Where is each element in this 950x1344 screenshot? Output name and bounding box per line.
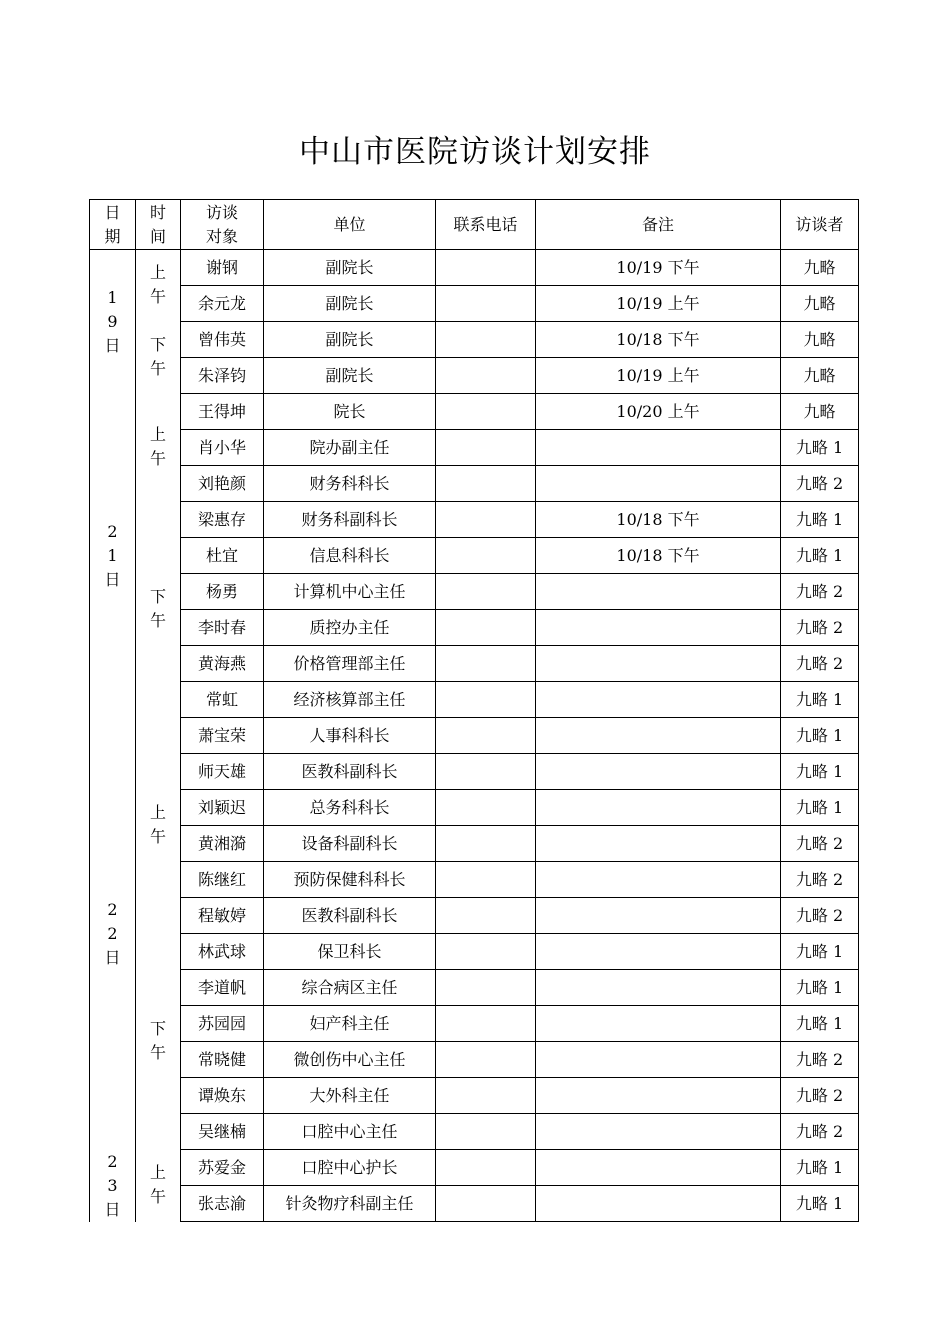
- subject-name-cell: 杨勇: [181, 574, 264, 610]
- interviewer-cell: 九略: [781, 394, 859, 430]
- phone-cell: [436, 1078, 536, 1114]
- period-cell: [136, 1150, 181, 1222]
- note-cell: [536, 826, 781, 862]
- phone-cell: [436, 322, 536, 358]
- note-cell: [536, 754, 781, 790]
- period-label: 下午: [149, 587, 166, 630]
- subject-name-cell: 程敏婷: [181, 898, 264, 934]
- date-cell: [90, 394, 136, 718]
- interviewer-cell: 九略 1: [781, 1006, 859, 1042]
- table-row: [90, 970, 859, 1006]
- note-cell: 10/18 下午: [536, 502, 781, 538]
- note-cell: [536, 1006, 781, 1042]
- unit-cell: 微创伤中心主任: [264, 1042, 436, 1078]
- phone-cell: [436, 718, 536, 754]
- interviewer-cell: 九略 2: [781, 1042, 859, 1078]
- note-cell: [536, 574, 781, 610]
- unit-cell: 副院长: [264, 322, 436, 358]
- interviewer-cell: 九略 1: [781, 538, 859, 574]
- interviewer-cell: 九略 2: [781, 1078, 859, 1114]
- unit-cell: 预防保健科科长: [264, 862, 436, 898]
- note-cell: [536, 862, 781, 898]
- note-cell: 10/20 上午: [536, 394, 781, 430]
- period-label: 下午: [149, 1019, 166, 1062]
- interviewer-cell: 九略 1: [781, 502, 859, 538]
- phone-cell: [436, 394, 536, 430]
- table-row: [90, 1186, 859, 1222]
- interviewer-cell: 九略 2: [781, 610, 859, 646]
- table-row: [90, 1042, 859, 1078]
- interviewer-cell: 九略: [781, 250, 859, 286]
- note-cell: [536, 610, 781, 646]
- period-label: 上午: [149, 1163, 166, 1206]
- period-label: 上午: [149, 263, 166, 307]
- table-row: [90, 1150, 859, 1186]
- note-cell: 10/19 上午: [536, 286, 781, 322]
- unit-cell: 副院长: [264, 286, 436, 322]
- header-unit: 单位: [264, 200, 436, 250]
- phone-cell: [436, 970, 536, 1006]
- table-row: [90, 826, 859, 862]
- date-label: 21日: [104, 521, 121, 589]
- page-title: 中山市医院访谈计划安排: [299, 134, 651, 170]
- table-row: [90, 394, 859, 430]
- date-cell: [90, 250, 136, 394]
- unit-cell: 副院长: [264, 250, 436, 286]
- phone-cell: [436, 862, 536, 898]
- unit-cell: 针灸物疗科副主任: [264, 1186, 436, 1222]
- subject-name-cell: 常虹: [181, 682, 264, 718]
- period-cell: [136, 718, 181, 934]
- period-label: 上午: [149, 425, 166, 468]
- phone-cell: [436, 430, 536, 466]
- date-label: 22日: [104, 899, 121, 967]
- subject-name-cell: 刘艳颜: [181, 466, 264, 502]
- note-cell: [536, 682, 781, 718]
- phone-cell: [436, 1186, 536, 1222]
- subject-name-cell: 萧宝荣: [181, 718, 264, 754]
- date-cell: [90, 1150, 136, 1222]
- note-cell: [536, 1042, 781, 1078]
- table-row: [90, 358, 859, 394]
- phone-cell: [436, 646, 536, 682]
- subject-name-cell: 刘颖迟: [181, 790, 264, 826]
- table-row: [90, 934, 859, 970]
- phone-cell: [436, 538, 536, 574]
- note-cell: [536, 934, 781, 970]
- note-cell: [536, 790, 781, 826]
- table-row: [90, 286, 859, 322]
- interviewer-cell: 九略 2: [781, 466, 859, 502]
- subject-name-cell: 梁惠存: [181, 502, 264, 538]
- table-row: [90, 646, 859, 682]
- subject-name-cell: 苏园园: [181, 1006, 264, 1042]
- table-row: [90, 466, 859, 502]
- unit-cell: 财务科科长: [264, 466, 436, 502]
- unit-cell: 设备科副科长: [264, 826, 436, 862]
- note-cell: [536, 970, 781, 1006]
- unit-cell: 价格管理部主任: [264, 646, 436, 682]
- table-row: [90, 1114, 859, 1150]
- period-cell: [136, 250, 181, 322]
- table-row: [90, 1006, 859, 1042]
- period-cell: [136, 322, 181, 394]
- unit-cell: 口腔中心主任: [264, 1114, 436, 1150]
- unit-cell: 大外科主任: [264, 1078, 436, 1114]
- subject-name-cell: 谢钢: [181, 250, 264, 286]
- period-label: 下午: [149, 335, 166, 378]
- subject-name-cell: 苏爱金: [181, 1150, 264, 1186]
- subject-name-cell: 余元龙: [181, 286, 264, 322]
- header-date: 日期: [90, 200, 136, 250]
- note-cell: [536, 1150, 781, 1186]
- subject-name-cell: 黄湘漪: [181, 826, 264, 862]
- table-row: [90, 250, 859, 286]
- unit-cell: 计算机中心主任: [264, 574, 436, 610]
- interviewer-cell: 九略 2: [781, 574, 859, 610]
- table-row: [90, 538, 859, 574]
- date-label: 19日: [104, 287, 121, 355]
- interviewer-cell: 九略 1: [781, 934, 859, 970]
- interviewer-cell: 九略 2: [781, 826, 859, 862]
- unit-cell: 质控办主任: [264, 610, 436, 646]
- subject-name-cell: 肖小华: [181, 430, 264, 466]
- phone-cell: [436, 1006, 536, 1042]
- subject-name-cell: 朱泽钧: [181, 358, 264, 394]
- unit-cell: 副院长: [264, 358, 436, 394]
- phone-cell: [436, 466, 536, 502]
- header-subject: 访谈对象: [181, 200, 264, 250]
- interviewer-cell: 九略 2: [781, 646, 859, 682]
- interviewer-cell: 九略 1: [781, 970, 859, 1006]
- header-time: 时间: [136, 200, 181, 250]
- interviewer-cell: 九略 1: [781, 790, 859, 826]
- note-cell: 10/19 上午: [536, 358, 781, 394]
- note-cell: [536, 646, 781, 682]
- header-row: [90, 200, 859, 250]
- note-cell: 10/19 下午: [536, 250, 781, 286]
- phone-cell: [436, 250, 536, 286]
- table-row: [90, 682, 859, 718]
- period-cell: [136, 934, 181, 1150]
- table-row: [90, 1078, 859, 1114]
- date-label: 23日: [104, 1151, 121, 1219]
- note-cell: [536, 1078, 781, 1114]
- period-cell: [136, 394, 181, 502]
- table-row: [90, 322, 859, 358]
- phone-cell: [436, 934, 536, 970]
- unit-cell: 经济核算部主任: [264, 682, 436, 718]
- period-label: 上午: [149, 803, 166, 846]
- phone-cell: [436, 1150, 536, 1186]
- table-row: [90, 898, 859, 934]
- note-cell: [536, 1186, 781, 1222]
- unit-cell: 院长: [264, 394, 436, 430]
- note-cell: [536, 718, 781, 754]
- table-row: [90, 718, 859, 754]
- interviewer-cell: 九略: [781, 286, 859, 322]
- unit-cell: 总务科科长: [264, 790, 436, 826]
- table-row: [90, 430, 859, 466]
- subject-name-cell: 李时春: [181, 610, 264, 646]
- interviewer-cell: 九略: [781, 358, 859, 394]
- subject-name-cell: 黄海燕: [181, 646, 264, 682]
- phone-cell: [436, 826, 536, 862]
- interviewer-cell: 九略 2: [781, 898, 859, 934]
- note-cell: [536, 466, 781, 502]
- phone-cell: [436, 358, 536, 394]
- interviewer-cell: 九略 1: [781, 682, 859, 718]
- unit-cell: 妇产科主任: [264, 1006, 436, 1042]
- header-note: 备注: [536, 200, 781, 250]
- subject-name-cell: 杜宜: [181, 538, 264, 574]
- note-cell: 10/18 下午: [536, 538, 781, 574]
- subject-name-cell: 陈继红: [181, 862, 264, 898]
- note-cell: [536, 1114, 781, 1150]
- table-row: [90, 754, 859, 790]
- unit-cell: 综合病区主任: [264, 970, 436, 1006]
- subject-name-cell: 谭焕东: [181, 1078, 264, 1114]
- note-cell: [536, 430, 781, 466]
- phone-cell: [436, 286, 536, 322]
- subject-name-cell: 曾伟英: [181, 322, 264, 358]
- unit-cell: 院办副主任: [264, 430, 436, 466]
- table-row: [90, 790, 859, 826]
- unit-cell: 人事科科长: [264, 718, 436, 754]
- date-cell: [90, 718, 136, 1150]
- subject-name-cell: 王得坤: [181, 394, 264, 430]
- phone-cell: [436, 790, 536, 826]
- subject-name-cell: 林武球: [181, 934, 264, 970]
- table-row: [90, 574, 859, 610]
- interviewer-cell: 九略 1: [781, 718, 859, 754]
- table-row: [90, 502, 859, 538]
- subject-name-cell: 常晓健: [181, 1042, 264, 1078]
- note-cell: 10/18 下午: [536, 322, 781, 358]
- interview-schedule-table: [89, 199, 859, 1222]
- subject-name-cell: 李道帆: [181, 970, 264, 1006]
- interviewer-cell: 九略 2: [781, 862, 859, 898]
- interviewer-cell: 九略 1: [781, 430, 859, 466]
- interviewer-cell: 九略: [781, 322, 859, 358]
- table-row: [90, 862, 859, 898]
- header-interviewer: 访谈者: [781, 200, 859, 250]
- phone-cell: [436, 574, 536, 610]
- header-phone: 联系电话: [436, 200, 536, 250]
- phone-cell: [436, 502, 536, 538]
- table-row: [90, 610, 859, 646]
- phone-cell: [436, 754, 536, 790]
- subject-name-cell: 吴继楠: [181, 1114, 264, 1150]
- subject-name-cell: 张志渝: [181, 1186, 264, 1222]
- interviewer-cell: 九略 1: [781, 1150, 859, 1186]
- interviewer-cell: 九略 1: [781, 754, 859, 790]
- unit-cell: 保卫科长: [264, 934, 436, 970]
- phone-cell: [436, 1042, 536, 1078]
- period-cell: [136, 502, 181, 718]
- interviewer-cell: 九略 1: [781, 1186, 859, 1222]
- subject-name-cell: 师天雄: [181, 754, 264, 790]
- phone-cell: [436, 610, 536, 646]
- unit-cell: 医教科副科长: [264, 754, 436, 790]
- unit-cell: 口腔中心护长: [264, 1150, 436, 1186]
- unit-cell: 医教科副科长: [264, 898, 436, 934]
- unit-cell: 财务科副科长: [264, 502, 436, 538]
- phone-cell: [436, 898, 536, 934]
- unit-cell: 信息科科长: [264, 538, 436, 574]
- phone-cell: [436, 1114, 536, 1150]
- note-cell: [536, 898, 781, 934]
- interviewer-cell: 九略 2: [781, 1114, 859, 1150]
- phone-cell: [436, 682, 536, 718]
